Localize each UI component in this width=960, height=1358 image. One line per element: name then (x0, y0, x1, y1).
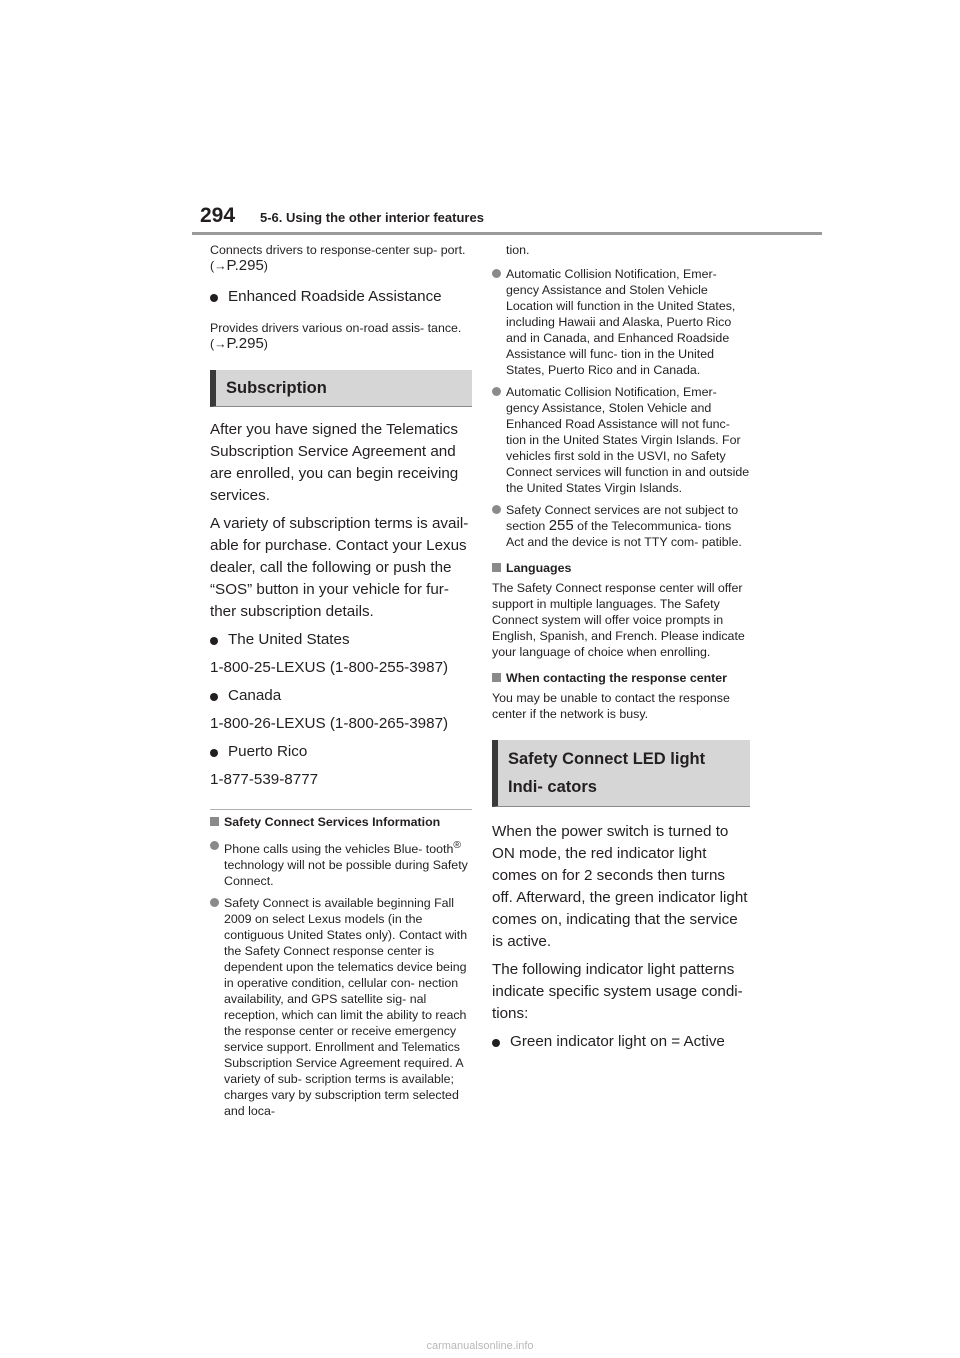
arrow-icon: → (214, 259, 227, 273)
paragraph: When the power switch is turned to ON mode, the red indicator light comes on for 2 seconds then turns off. Afterward, the green indicator light comes on, indicating that the service is active. (492, 823, 748, 950)
phone-number: 1-800-26-LEXUS (1-800-265-3987) (210, 715, 449, 732)
phone-number: 1-877-539-8777 (210, 771, 319, 788)
info-heading: Safety Connect Services Information (210, 814, 472, 830)
subscription-heading: Subscription (210, 370, 472, 407)
arrow-icon: → (214, 337, 227, 351)
led-heading: Safety Connect LED light Indi- cators (492, 740, 750, 807)
bullet-icon (492, 1039, 500, 1047)
page-reference[interactable]: P.295 (226, 335, 264, 352)
square-icon (492, 673, 501, 682)
paragraph: Provides drivers various on-road assis- tance. (→P.295) (210, 321, 462, 352)
square-icon (210, 817, 219, 826)
circle-bullet-icon (492, 505, 501, 514)
bullet-icon (210, 637, 218, 645)
bullet-item: Canada (210, 685, 472, 707)
page-number: 294 (200, 204, 236, 227)
paragraph: tion. (506, 243, 530, 257)
paragraph: Connects drivers to response-center sup- port. (→P.295) (210, 243, 466, 274)
section-title: 5-6. Using the other interior features (260, 210, 484, 225)
circle-bullet-icon (210, 898, 219, 907)
paragraph: After you have signed the Telematics Subscription Service Agreement and are enrolled, you can begin receiving services. (210, 421, 459, 504)
paragraph: The Safety Connect response center will offer support in multiple languages. The Safety Connect system will offer voice prompts in English, Spanish, and French. Please indicate your language of choice when enrolling. (492, 581, 745, 659)
bullet-item: The United States (210, 629, 472, 651)
circle-bullet-icon (492, 269, 501, 278)
page-reference[interactable]: P.295 (226, 257, 264, 274)
phone-number: 1-800-25-LEXUS (1-800-255-3987) (210, 659, 449, 676)
bullet-icon (210, 294, 218, 302)
circle-bullet-icon (492, 387, 501, 396)
paragraph: The following indicator light patterns indicate specific system usage condi- tions: (492, 961, 743, 1022)
right-column (492, 242, 750, 1053)
bullet-icon (210, 749, 218, 757)
paragraph: A variety of subscription terms is avail- able for purchase. Contact your Lexus dealer, call the following or push the “SOS” button in your vehicle for fur- ther subscription details. (210, 515, 469, 620)
note-item: Safety Connect is available beginning Fall 2009 on select Lexus models (in the contiguous United States only). Contact with the Safety Connect response center is dependent upon the telematics device being in operative condition, cellular con- nection availability, and GPS satellite sig- nal reception, which can limit the ability to reach the response center or receive emergency service support. Enrollment and Telematics Subscription Service Agreement required. A variety of sub- scription terms is available; charges vary by subscription term selected and loca- (210, 895, 472, 1119)
bullet-item: Enhanced Roadside Assistance (210, 286, 472, 308)
note-item: Safety Connect services are not subject to section 255 of the Telecommunica- tions Act and the device is not TTY com- patible. (492, 502, 750, 550)
bullet-item: Green indicator light on = Active (492, 1031, 750, 1053)
note-item: Phone calls using the vehicles Blue- tooth® technology will not be possible during Safety Connect. (210, 838, 472, 889)
watermark: carmanualsonline.info (426, 1340, 534, 1352)
bullet-icon (210, 693, 218, 701)
paragraph: You may be unable to contact the response center if the network is busy. (492, 691, 730, 721)
contact-heading: When contacting the response center (492, 670, 750, 686)
bullet-item: Puerto Rico (210, 741, 472, 763)
languages-heading: Languages (492, 560, 750, 576)
note-item: Automatic Collision Notification, Emer- gency Assistance and Stolen Vehicle Location will function in the United States, including Hawaii and Alaska, Puerto Rico and in Canada, and Enhanced Roadside Assistance will func- tion in the United States, Puerto Rico and in Canada. (492, 266, 750, 378)
note-item: Automatic Collision Notification, Emer- gency Assistance, Stolen Vehicle and Enhanced Road Assistance will not func- tion in the United States Virgin Islands. For vehicles first sold in the USVI, no Safety Connect services will function in and outside the United States Virgin Islands. (492, 384, 750, 496)
left-column (210, 242, 472, 1119)
header-rule (192, 232, 822, 235)
square-icon (492, 563, 501, 572)
circle-bullet-icon (210, 841, 219, 850)
divider (210, 809, 472, 810)
